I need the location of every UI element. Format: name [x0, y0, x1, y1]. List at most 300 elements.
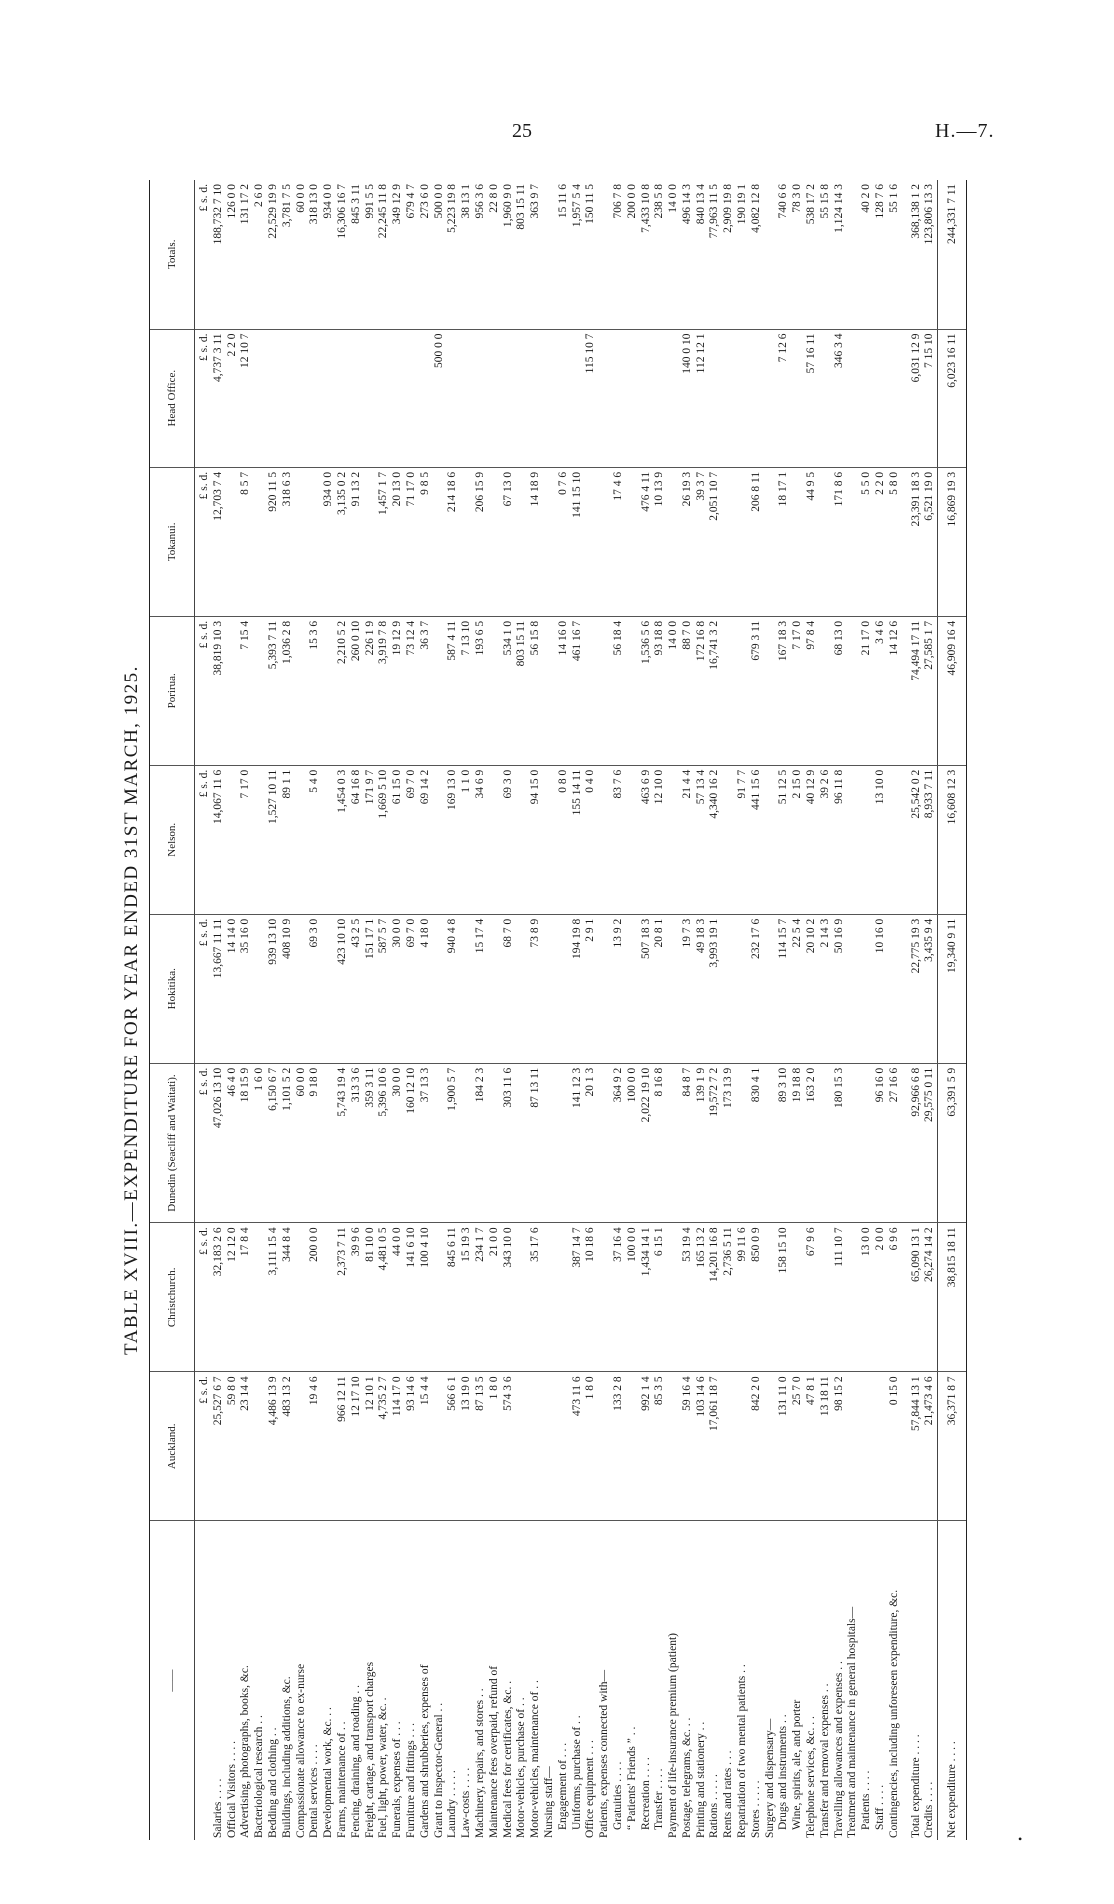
amount-cell: 10 13 9 [653, 467, 667, 616]
row-label: Motor-vehicles, maintenance of . . [529, 1680, 542, 1838]
amount-cell: 184 2 3 [474, 1063, 488, 1223]
amount-cell: 344 8 4 [281, 1223, 295, 1372]
amount-cell: 126 0 0 [226, 180, 240, 329]
amount-cell [391, 329, 405, 467]
table-row [571, 180, 585, 1840]
amount-cell: 7 12 6 [777, 329, 791, 467]
table-row [488, 180, 502, 1840]
amount-cell [488, 616, 502, 765]
amount-cell: 100 0 0 [626, 1223, 640, 1372]
table-row [722, 180, 736, 1840]
amount-cell [281, 329, 295, 467]
amount-cell: 1,527 10 11 [267, 765, 281, 914]
table-body [195, 180, 967, 1840]
amount-cell [626, 467, 640, 616]
table-row [226, 180, 240, 1840]
amount-cell: 99 11 6 [736, 1223, 750, 1372]
amount-cell [419, 329, 433, 467]
amount-cell [515, 329, 529, 467]
amount-cell [888, 329, 902, 467]
row-label: Transfer and removal expenses . . [818, 1683, 831, 1838]
amount-cell [598, 180, 612, 329]
amount-cell: 14,067 11 6 [212, 765, 226, 914]
amount-cell: 13 0 0 [860, 1223, 874, 1372]
amount-cell [488, 467, 502, 616]
amount-cell: 158 15 10 [777, 1223, 791, 1372]
amount-cell [433, 1063, 447, 1223]
amount-cell: 845 3 11 [350, 180, 364, 329]
amount-cell: 23 14 4 [239, 1372, 253, 1521]
amount-cell: 169 13 0 [446, 765, 460, 914]
rule-cell [960, 1063, 967, 1223]
table-row [308, 180, 322, 1840]
amount-cell: 14 16 0 [557, 616, 571, 765]
amount-cell [888, 914, 902, 1063]
amount-cell [515, 1063, 529, 1223]
row-label: Total expenditure . . . . [909, 1734, 922, 1838]
row-label: Dental services . . . . [308, 1744, 321, 1838]
amount-cell: 64 16 8 [350, 765, 364, 914]
amount-cell [722, 914, 736, 1063]
amount-cell: 2 14 3 [819, 914, 833, 1063]
amount-cell: 368,138 1 2 [902, 180, 924, 329]
amount-cell: 173 13 9 [722, 1063, 736, 1223]
amount-cell: 3,993 19 1 [708, 914, 722, 1063]
amount-cell: 17 4 6 [612, 467, 626, 616]
amount-cell [819, 1063, 833, 1223]
amount-cell [322, 329, 336, 467]
amount-cell: 803 15 11 [515, 180, 529, 329]
amount-cell: 940 4 8 [446, 914, 460, 1063]
row-label: “ Patients' Friends ” . . [625, 1726, 638, 1830]
amount-cell: 39 2 6 [819, 765, 833, 914]
amount-cell: 74,494 17 11 [902, 616, 924, 765]
amount-cell: 12 17 10 [350, 1372, 364, 1521]
amount-cell [598, 467, 612, 616]
amount-cell: 20 10 2 [805, 914, 819, 1063]
amount-cell: 0 8 0 [557, 765, 571, 914]
amount-cell [322, 1223, 336, 1372]
amount-cell: 30 0 0 [391, 1063, 405, 1223]
amount-cell: 538 17 2 [805, 180, 819, 329]
amount-cell: 91 13 2 [350, 467, 364, 616]
amount-cell [598, 765, 612, 914]
row-label: Printing and stationery . . [694, 1721, 707, 1838]
amount-cell: 1,536 5 6 [640, 616, 654, 765]
amount-cell: 141 15 10 [571, 467, 585, 616]
amount-cell [791, 467, 805, 616]
amount-cell [488, 329, 502, 467]
amount-cell [598, 1063, 612, 1223]
row-label: Bedding and clothing . . [266, 1727, 279, 1838]
amount-cell: 214 18 6 [446, 467, 460, 616]
amount-cell: 4,082 12 8 [750, 180, 764, 329]
amount-cell: 992 1 4 [640, 1372, 654, 1521]
amount-cell: 1 1 0 [460, 765, 474, 914]
amount-cell: 5,743 19 4 [336, 1063, 350, 1223]
amount-cell [764, 914, 778, 1063]
amount-cell: 26 19 3 [681, 467, 695, 616]
row-label: Fencing, draining, and roading . . [349, 1685, 362, 1838]
amount-cell: 35 17 6 [529, 1223, 543, 1372]
amount-cell: 500 0 0 [433, 180, 447, 329]
row-label: Patients, expenses connected with— [598, 1670, 611, 1838]
amount-cell: 30 0 0 [391, 914, 405, 1063]
amount-cell: 346 3 4 [833, 329, 847, 467]
table-row [612, 180, 626, 1840]
amount-cell [433, 616, 447, 765]
row-label: Medical fees for certificates, &c. . [501, 1680, 514, 1838]
amount-cell: 244,331 7 11 [938, 180, 960, 329]
row-label: Law-costs . . . . [460, 1767, 473, 1838]
amount-cell: 1,900 5 7 [446, 1063, 460, 1223]
amount-cell [488, 765, 502, 914]
header-cell: Tokanui. [150, 467, 195, 616]
amount-cell [722, 765, 736, 914]
amount-cell: 115 10 7 [584, 329, 598, 467]
table-row [584, 180, 598, 1840]
amount-cell: 4,735 2 7 [377, 1372, 391, 1521]
amount-cell: 343 10 0 [502, 1223, 516, 1372]
amount-cell: 15 19 3 [460, 1223, 474, 1372]
amount-cell [764, 1063, 778, 1223]
amount-cell: 587 4 11 [446, 616, 460, 765]
row-label: Telephone services, &c. . . [805, 1716, 818, 1838]
unit-cell [195, 1521, 212, 1840]
amount-cell: 19 7 3 [681, 914, 695, 1063]
amount-cell: 6,023 16 11 [938, 329, 960, 467]
unit-row [195, 180, 212, 1840]
table-row [681, 180, 695, 1840]
amount-cell: 27 16 6 [888, 1063, 902, 1223]
amount-cell: 171 8 6 [833, 467, 847, 616]
amount-cell [515, 1372, 529, 1521]
amount-cell [322, 616, 336, 765]
amount-cell [460, 467, 474, 616]
amount-cell: 8 5 7 [239, 467, 253, 616]
amount-cell: 226 1 9 [364, 616, 378, 765]
amount-cell [819, 616, 833, 765]
row-label: Farms, maintenance of . . [335, 1721, 348, 1838]
amount-cell [557, 329, 571, 467]
amount-cell [308, 467, 322, 616]
amount-cell: 160 12 10 [405, 1063, 419, 1223]
amount-cell: 991 5 5 [364, 180, 378, 329]
amount-cell [846, 1223, 860, 1372]
amount-cell: 93 18 8 [653, 616, 667, 765]
amount-cell: 16,741 3 2 [708, 616, 722, 765]
amount-cell [764, 616, 778, 765]
amount-cell: 22 5 4 [791, 914, 805, 1063]
unit-cell: £ s. d. [195, 914, 212, 1063]
row-label: Furniture and fittings . . . [404, 1723, 417, 1838]
amount-cell: 47 8 1 [805, 1372, 819, 1521]
amount-cell: 172 16 8 [695, 616, 709, 765]
row-label: Treatment and maintenance in general hospitals— [846, 1606, 859, 1838]
row-label: Freight, cartage, and transport charges [363, 1661, 376, 1838]
amount-cell [364, 467, 378, 616]
amount-cell: 476 4 11 [640, 467, 654, 616]
amount-cell: 25 7 0 [791, 1372, 805, 1521]
amount-cell: 2 0 0 [874, 1223, 888, 1372]
amount-cell: 2,373 7 11 [336, 1223, 350, 1372]
amount-cell: 14 14 0 [226, 914, 240, 1063]
amount-cell [460, 914, 474, 1063]
amount-cell [667, 467, 681, 616]
amount-cell [736, 329, 750, 467]
amount-cell: 69 7 0 [405, 765, 419, 914]
amount-cell: 19 18 8 [791, 1063, 805, 1223]
amount-cell: 193 6 5 [474, 616, 488, 765]
amount-cell: 43 2 5 [350, 914, 364, 1063]
amount-cell [460, 329, 474, 467]
amount-cell [736, 1063, 750, 1223]
amount-cell: 50 16 9 [833, 914, 847, 1063]
amount-cell: 1,957 5 4 [571, 180, 585, 329]
amount-cell: 20 1 3 [584, 1063, 598, 1223]
amount-cell [846, 329, 860, 467]
table-row [846, 180, 860, 1840]
row-label: Developmental work, &c. . . [322, 1707, 335, 1838]
amount-cell: 56 18 4 [612, 616, 626, 765]
header-cell: Dunedin (Seacliff and Waitati). [150, 1063, 195, 1223]
amount-cell [405, 329, 419, 467]
amount-cell [433, 1372, 447, 1521]
rule-cell [960, 180, 967, 329]
row-label: Payment of life-insurance premium (patient) [667, 1632, 680, 1838]
amount-cell [253, 914, 267, 1063]
amount-cell: 1,960 9 0 [502, 180, 516, 329]
amount-cell: 830 4 1 [750, 1063, 764, 1223]
rule-cell [960, 616, 967, 765]
amount-cell: 40 2 0 [860, 180, 874, 329]
amount-cell: 7 15 10 [923, 329, 937, 467]
amount-cell: 63,391 5 9 [938, 1063, 960, 1223]
amount-cell: 73 8 9 [529, 914, 543, 1063]
amount-cell: 461 16 7 [571, 616, 585, 765]
amount-cell: 87 13 11 [529, 1063, 543, 1223]
row-label: Official Visitors . . . . [225, 1741, 238, 1838]
amount-cell: 35 16 0 [239, 914, 253, 1063]
amount-cell: 2 2 0 [874, 467, 888, 616]
amount-cell: 1,434 14 1 [640, 1223, 654, 1372]
amount-cell [557, 1063, 571, 1223]
amount-cell: 1,036 2 8 [281, 616, 295, 765]
amount-cell [764, 1372, 778, 1521]
unit-cell: £ s. d. [195, 1372, 212, 1521]
row-label: Surgery and dispensary— [763, 1718, 776, 1838]
amount-cell: 46,909 16 4 [938, 616, 960, 765]
table-row [640, 180, 654, 1840]
amount-cell: 2 15 0 [791, 765, 805, 914]
amount-cell: 6,521 19 0 [923, 467, 937, 616]
amount-cell: 441 15 6 [750, 765, 764, 914]
amount-cell: 20 13 0 [391, 467, 405, 616]
amount-cell [667, 329, 681, 467]
amount-cell: 38,815 18 11 [938, 1223, 960, 1372]
amount-cell: 19,572 7 2 [708, 1063, 722, 1223]
amount-cell: 53 19 4 [681, 1223, 695, 1372]
amount-cell: 0 15 0 [888, 1372, 902, 1521]
table-row [833, 180, 847, 1840]
amount-cell: 133 2 8 [612, 1372, 626, 1521]
amount-cell: 7,433 10 8 [640, 180, 654, 329]
table-row [626, 180, 640, 1840]
table-row [819, 180, 833, 1840]
amount-cell [543, 1223, 557, 1372]
document-reference: H.—7. [935, 120, 995, 142]
amount-cell: 359 3 11 [364, 1063, 378, 1223]
amount-cell [667, 1223, 681, 1372]
table-row [460, 180, 474, 1840]
amount-cell [474, 329, 488, 467]
table-row [708, 180, 722, 1840]
amount-cell: 2 6 0 [253, 180, 267, 329]
amount-cell: 3 4 6 [874, 616, 888, 765]
amount-cell: 483 13 2 [281, 1372, 295, 1521]
amount-cell [626, 765, 640, 914]
amount-cell: 13 18 11 [819, 1372, 833, 1521]
amount-cell [860, 1372, 874, 1521]
rule-cell [960, 1372, 967, 1521]
amount-cell: 1 6 0 [253, 1063, 267, 1223]
amount-cell: 27,585 1 7 [923, 616, 937, 765]
amount-cell [764, 1223, 778, 1372]
unit-cell: £ s. d. [195, 467, 212, 616]
amount-cell: 139 1 9 [695, 1063, 709, 1223]
amount-cell: 150 11 5 [584, 180, 598, 329]
amount-cell: 0 7 6 [557, 467, 571, 616]
amount-cell: 171 9 7 [364, 765, 378, 914]
amount-cell [322, 1063, 336, 1223]
amount-cell [736, 1372, 750, 1521]
amount-cell: 26,274 14 2 [923, 1223, 937, 1372]
amount-cell: 3,781 7 5 [281, 180, 295, 329]
amount-cell: 29,575 0 11 [923, 1063, 937, 1223]
row-label: Nursing staff— [542, 1766, 555, 1838]
amount-cell: 840 13 4 [695, 180, 709, 329]
amount-cell: 92,966 6 8 [902, 1063, 924, 1223]
amount-cell: 44 0 0 [391, 1223, 405, 1372]
amount-cell [667, 1372, 681, 1521]
amount-cell: 313 3 6 [350, 1063, 364, 1223]
amount-cell: 10 18 6 [584, 1223, 598, 1372]
row-label: Transfer . . . . [653, 1768, 666, 1830]
amount-cell: 37 16 4 [612, 1223, 626, 1372]
amount-cell: 16,608 12 3 [938, 765, 960, 914]
amount-cell: 15 11 6 [557, 180, 571, 329]
amount-cell: 496 14 3 [681, 180, 695, 329]
amount-cell: 2,736 5 11 [722, 1223, 736, 1372]
table-row [433, 180, 447, 1840]
amount-cell [557, 1223, 571, 1372]
amount-cell: 77,963 11 5 [708, 180, 722, 329]
amount-cell: 16,869 19 3 [938, 467, 960, 616]
amount-cell [846, 1372, 860, 1521]
amount-cell: 18 17 1 [777, 467, 791, 616]
row-label: Stores . . . . . [749, 1780, 762, 1838]
amount-cell [322, 765, 336, 914]
amount-cell: 57 16 11 [805, 329, 819, 467]
row-label: Grant to Inspector-General . . [432, 1702, 445, 1838]
amount-cell: 84 8 7 [681, 1063, 695, 1223]
amount-cell [253, 329, 267, 467]
amount-cell: 40 12 9 [805, 765, 819, 914]
amount-cell: 98 15 2 [833, 1372, 847, 1521]
rotated-table-block [115, 180, 995, 1840]
amount-cell: 679 3 11 [750, 616, 764, 765]
row-label: Travelling allowances and expenses . . [832, 1661, 845, 1838]
amount-cell: 165 13 2 [695, 1223, 709, 1372]
amount-cell [543, 765, 557, 914]
amount-cell: 1,457 1 7 [377, 467, 391, 616]
amount-cell: 6,031 12 9 [902, 329, 924, 467]
amount-cell [626, 914, 640, 1063]
amount-cell [226, 467, 240, 616]
amount-cell [819, 1223, 833, 1372]
amount-cell [722, 329, 736, 467]
amount-cell: 69 14 2 [419, 765, 433, 914]
row-label: Office equipment . . . [584, 1740, 597, 1838]
amount-cell [515, 1223, 529, 1372]
amount-cell [433, 467, 447, 616]
amount-cell: 163 2 0 [805, 1063, 819, 1223]
page-number: 25 [512, 120, 532, 142]
table-row [543, 180, 557, 1840]
header-cell: Nelson. [150, 765, 195, 914]
amount-cell [226, 616, 240, 765]
amount-cell: 21 17 0 [860, 616, 874, 765]
amount-cell: 260 0 10 [350, 616, 364, 765]
amount-cell: 2,051 10 7 [708, 467, 722, 616]
amount-cell: 1 8 0 [584, 1372, 598, 1521]
amount-cell [295, 914, 309, 1063]
amount-cell: 2,210 5 2 [336, 616, 350, 765]
amount-cell: 22 8 0 [488, 180, 502, 329]
amount-cell [584, 616, 598, 765]
amount-cell: 0 4 0 [584, 765, 598, 914]
amount-cell [819, 329, 833, 467]
table-row [777, 180, 791, 1840]
amount-cell: 96 16 0 [874, 1063, 888, 1223]
table-row [474, 180, 488, 1840]
amount-cell [791, 1223, 805, 1372]
amount-cell [226, 765, 240, 914]
amount-cell: 363 9 7 [529, 180, 543, 329]
amount-cell: 966 12 11 [336, 1372, 350, 1521]
amount-cell: 88 7 0 [681, 616, 695, 765]
amount-cell: 273 6 0 [419, 180, 433, 329]
amount-cell: 16,306 16 7 [336, 180, 350, 329]
amount-cell: 934 0 0 [322, 180, 336, 329]
amount-cell [350, 329, 364, 467]
amount-cell: 534 1 0 [502, 616, 516, 765]
amount-cell: 123,806 13 3 [923, 180, 937, 329]
table-row [391, 180, 405, 1840]
amount-cell: 131 11 0 [777, 1372, 791, 1521]
amount-cell: 574 3 6 [502, 1372, 516, 1521]
amount-cell [433, 1223, 447, 1372]
amount-cell [295, 467, 309, 616]
amount-cell: 15 17 4 [474, 914, 488, 1063]
row-label: Postage, telegrams, &c. . . [680, 1717, 693, 1838]
amount-cell: 131 17 2 [239, 180, 253, 329]
amount-cell [598, 1223, 612, 1372]
amount-cell: 12 10 1 [364, 1372, 378, 1521]
table-row [446, 180, 460, 1840]
header-cell: Christchurch. [150, 1223, 195, 1372]
amount-cell [529, 1372, 543, 1521]
